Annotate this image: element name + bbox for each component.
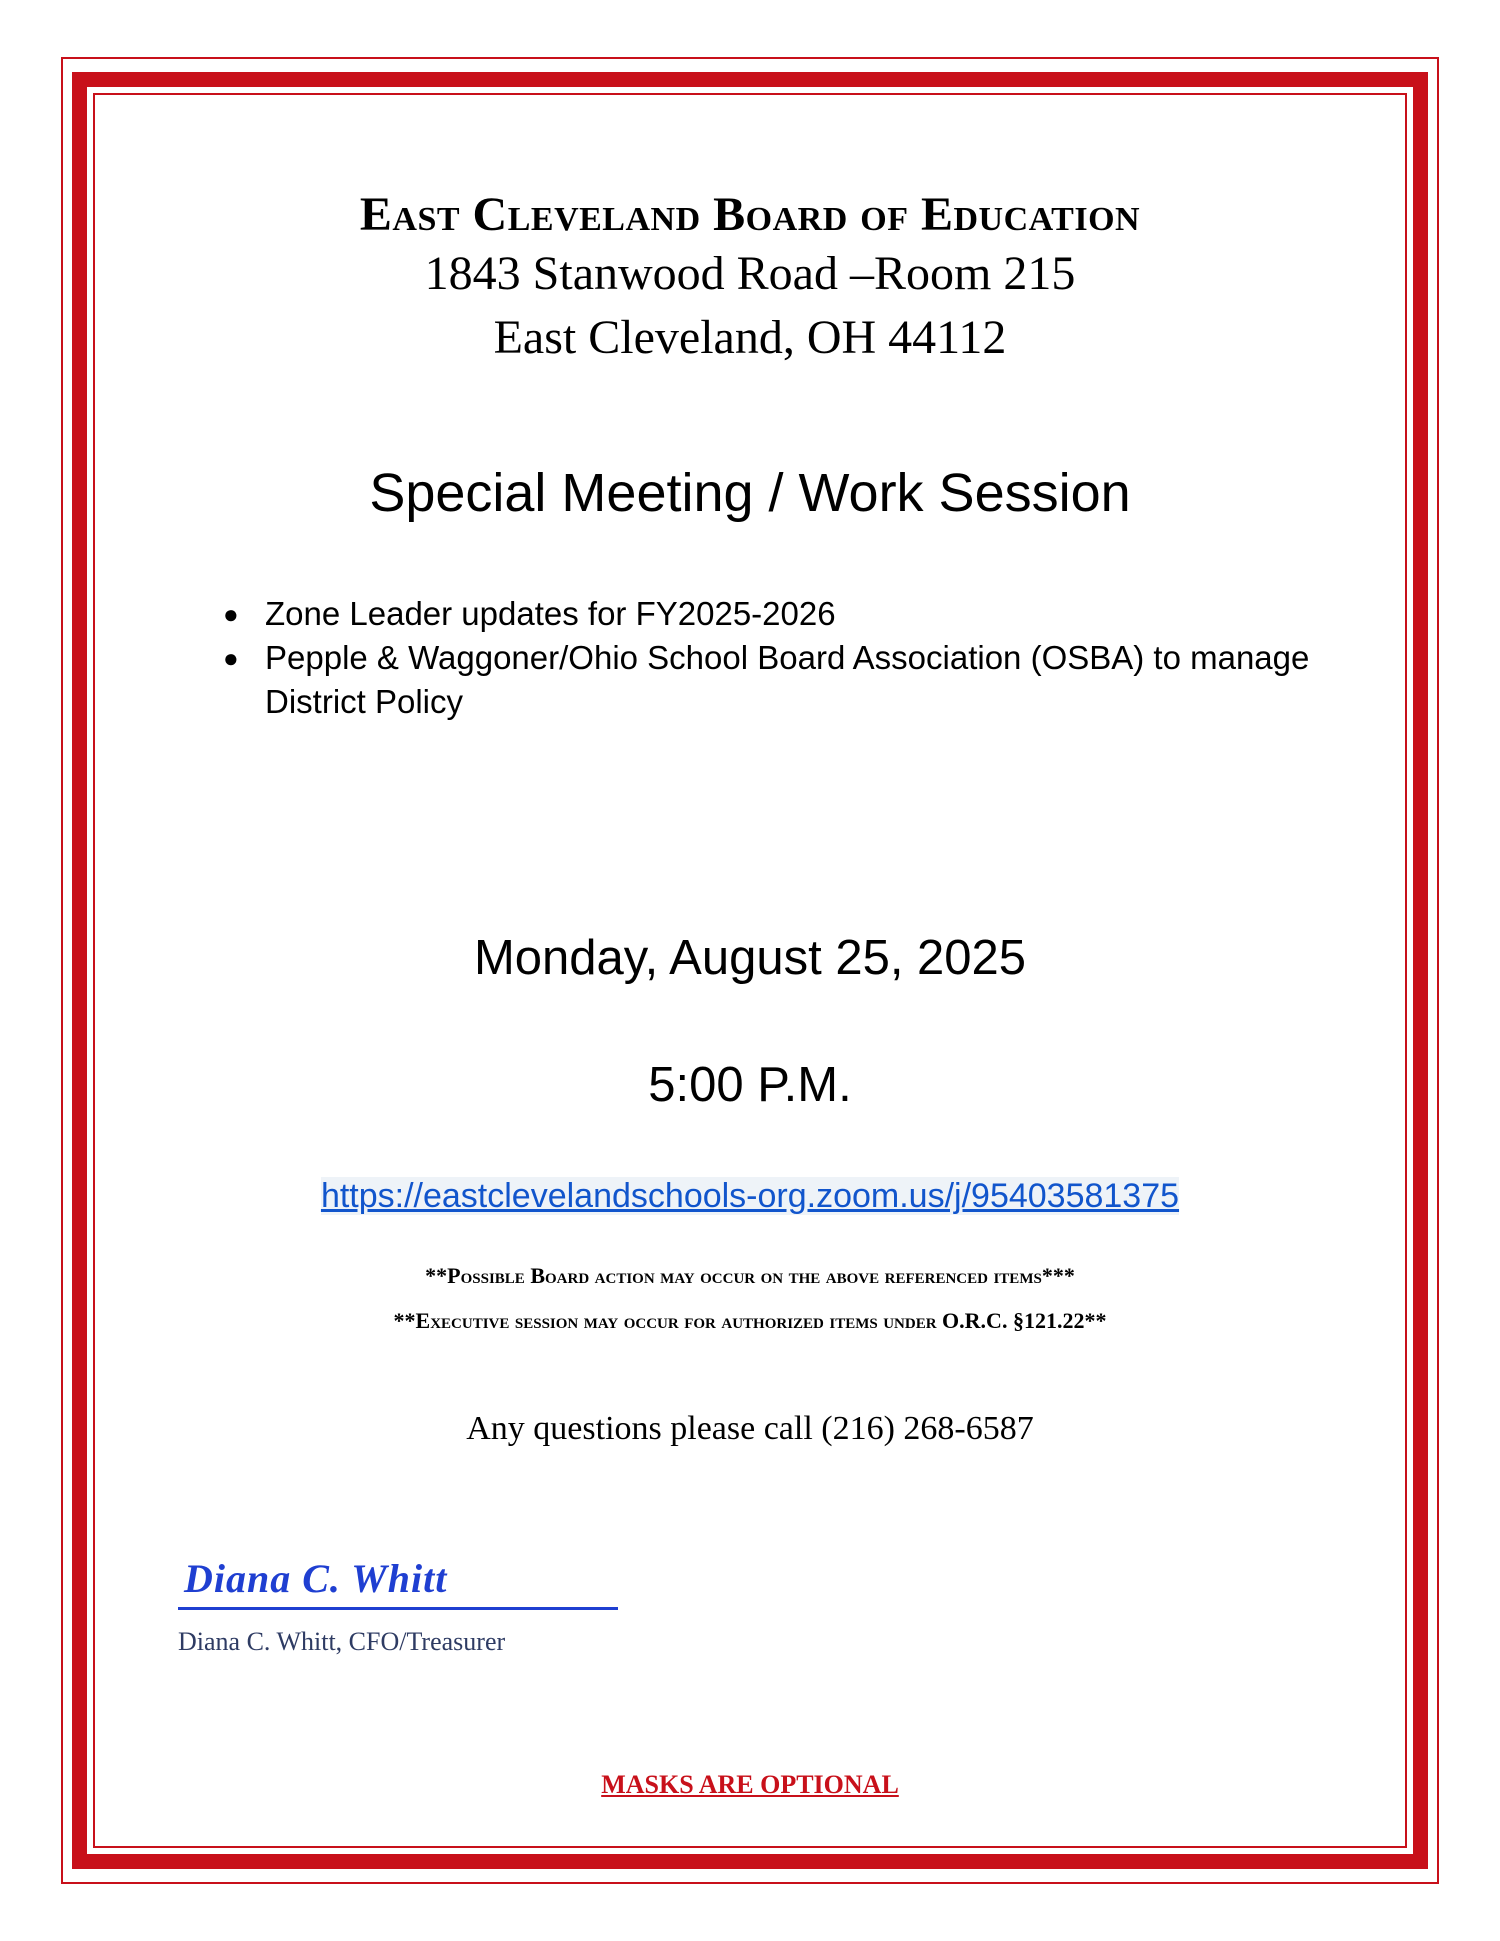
meeting-title: Special Meeting / Work Session [369,463,1131,523]
agenda-list [215,592,1335,724]
address-line-1: 1843 Stanwood Road –Room 215 [424,247,1076,300]
board-action-notice: **Possible Board action may occur on the above referenced items*** [425,1263,1075,1288]
zoom-link-container [0,1177,1500,1216]
meeting-date: Monday, August 25, 2025 [473,931,1027,985]
board-title: East Cleveland Board of Education [359,188,1141,241]
signer-name: Diana C. Whitt, CFO/Treasurer [178,1627,506,1656]
agenda-item-text: Pepple & Waggoner/Ohio School Board Association (OSBA) to manage District Policy [265,639,1310,720]
bullet-icon: ● [223,643,239,673]
zoom-link[interactable]: https://eastclevelandschools-org.zoom.us/j/95403581375 [320,1177,1180,1215]
signature-line [178,1555,618,1610]
agenda-item-text: Zone Leader updates for FY2025-2026 [265,595,836,632]
agenda-item [215,592,1335,636]
address-line-2: East Cleveland, OH 44112 [493,311,1007,364]
contact-phone-text: Any questions please call (216) 268-6587 [466,1410,1034,1447]
meeting-time: 5:00 P.M. [648,1058,852,1112]
executive-session-notice: **Executive session may occur for authorized items under O.R.C. §121.22** [393,1308,1107,1333]
bullet-icon: ● [223,599,239,629]
agenda-item [215,636,1335,724]
masks-notice: MASKS ARE OPTIONAL [601,1770,899,1799]
handwritten-signature: Diana C. Whitt [184,1556,448,1601]
